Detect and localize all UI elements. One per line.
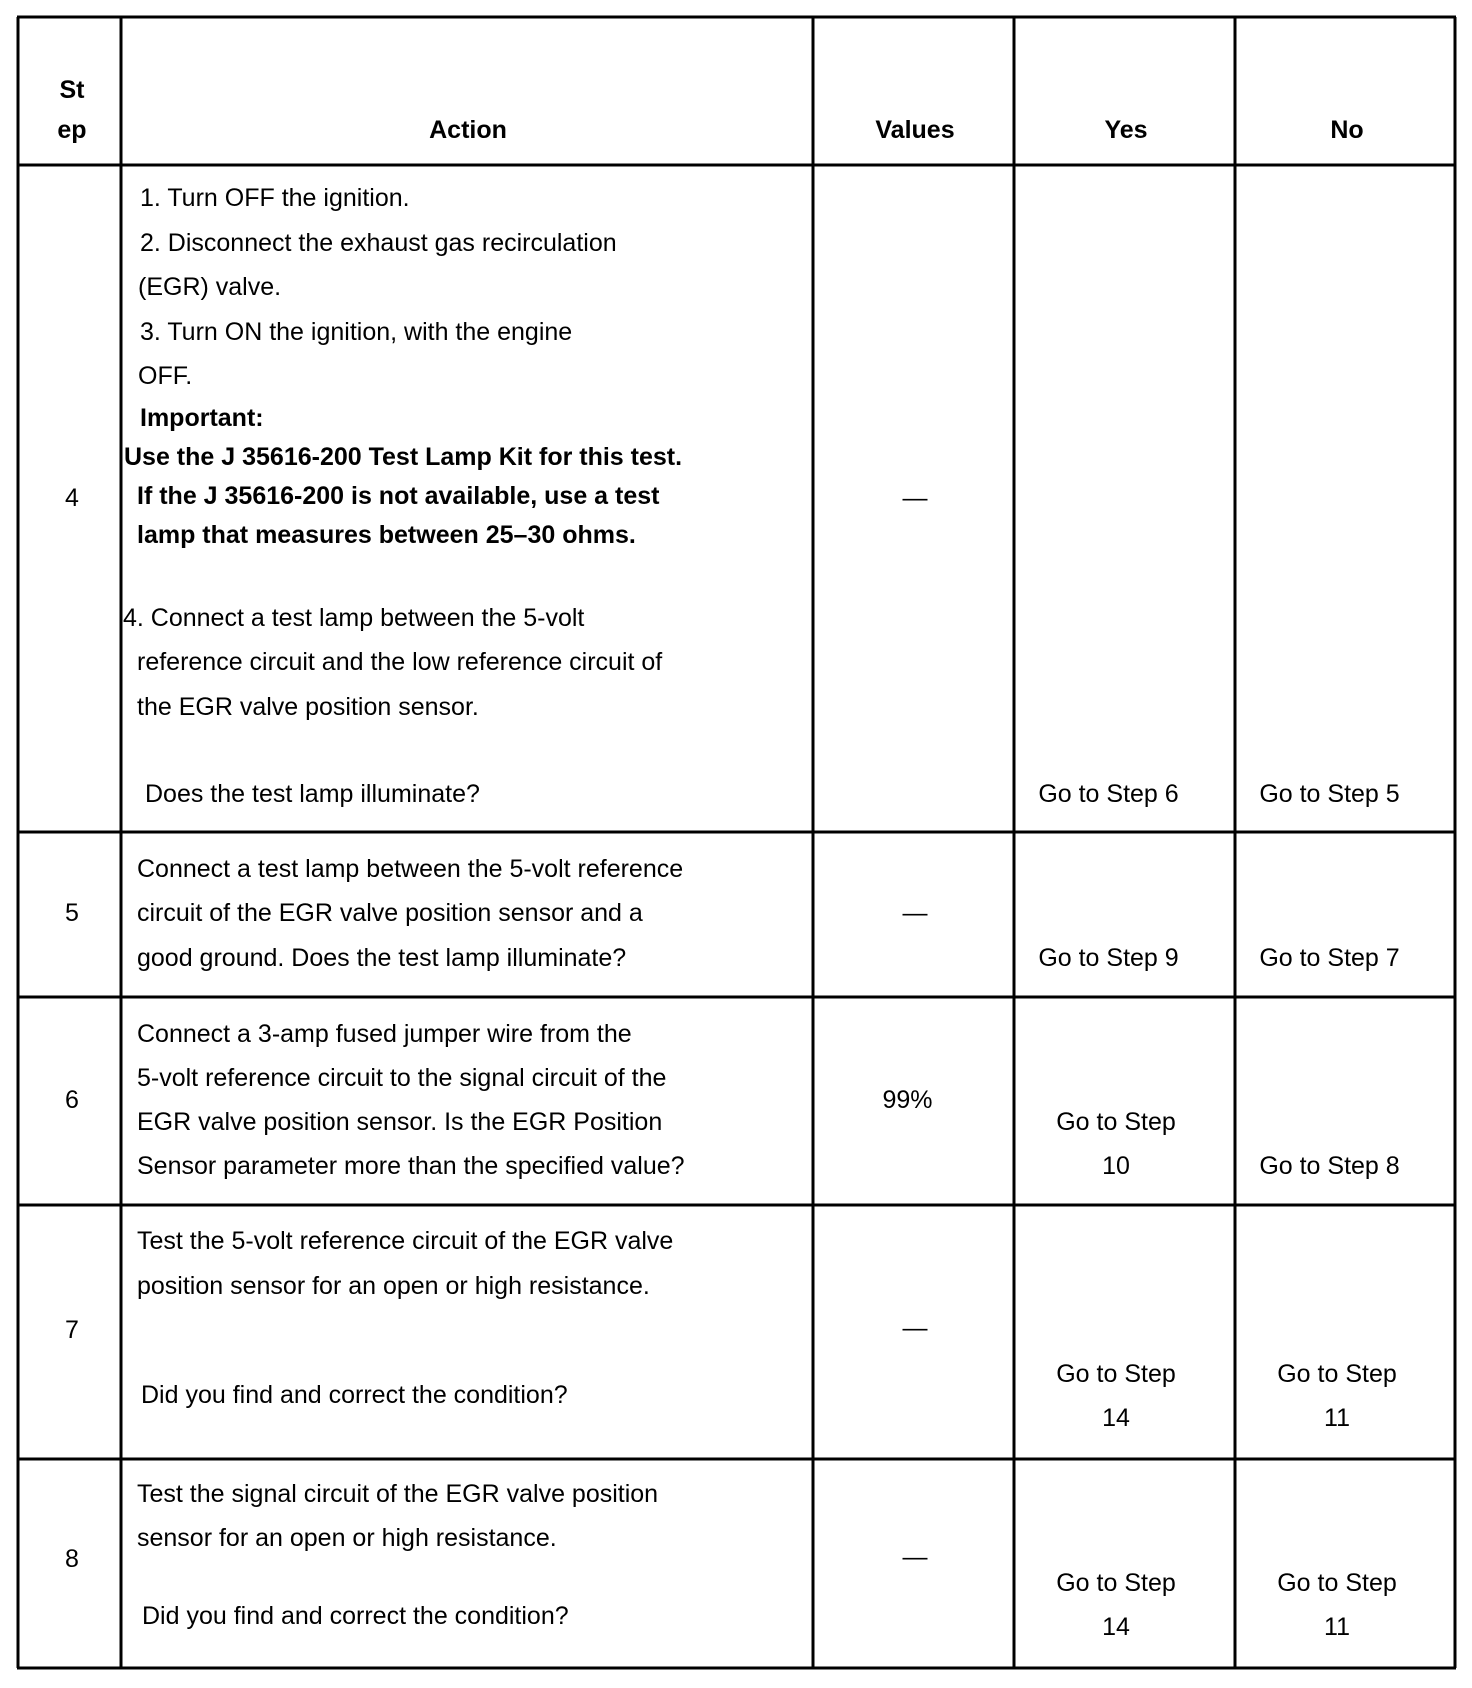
no-cell-line-1: Go to Step: [1277, 1569, 1397, 1597]
yes-cell-line-2: 14: [1102, 1613, 1130, 1641]
yes-cell: Go to Step 9: [1038, 944, 1179, 972]
action-question: Did you find and correct the condition?: [142, 1602, 569, 1630]
step-number: 5: [65, 899, 79, 927]
action-line: good ground. Does the test lamp illuminate?: [137, 944, 627, 972]
action-line: circuit of the EGR valve position sensor and a: [137, 899, 643, 927]
action-line: OFF.: [138, 362, 193, 390]
step-number: 6: [65, 1086, 79, 1114]
important-line: Use the J 35616-200 Test Lamp Kit for this test.: [124, 443, 683, 471]
yes-cell-line-1: Go to Step: [1056, 1360, 1176, 1388]
yes-cell-line-1: Go to Step: [1056, 1569, 1176, 1597]
no-cell-line-2: 11: [1324, 1613, 1350, 1641]
values-cell: —: [902, 1543, 928, 1571]
action-line: EGR valve position sensor. Is the EGR Position: [137, 1108, 663, 1136]
action-line: sensor for an open or high resistance.: [137, 1524, 557, 1552]
yes-cell-line-2: 14: [1102, 1404, 1130, 1432]
action-line: 1. Turn OFF the ignition.: [140, 184, 410, 212]
action-line: (EGR) valve.: [138, 273, 282, 301]
action-line: 4. Connect a test lamp between the 5-volt: [123, 604, 585, 632]
header-no: No: [1330, 116, 1364, 144]
step-number: 8: [65, 1545, 79, 1573]
no-cell: Go to Step 5: [1259, 780, 1400, 808]
action-line: 5-volt reference circuit to the signal circuit of the: [137, 1064, 667, 1092]
action-line: reference circuit and the low reference circuit of: [137, 648, 663, 676]
header-yes: Yes: [1104, 116, 1148, 144]
step-number: 4: [65, 484, 79, 512]
no-cell: Go to Step 7: [1259, 944, 1400, 972]
no-cell-line-2: 11: [1324, 1404, 1350, 1432]
important-label: Important:: [140, 404, 264, 432]
action-line: 3. Turn ON the ignition, with the engine: [140, 318, 573, 346]
header-step-line-2: ep: [57, 116, 87, 144]
action-line: Sensor parameter more than the specified value?: [137, 1152, 685, 1180]
action-line: Connect a test lamp between the 5-volt reference: [137, 855, 684, 883]
action-question: Did you find and correct the condition?: [141, 1381, 568, 1409]
action-line: Connect a 3-amp fused jumper wire from the: [137, 1020, 632, 1048]
yes-cell: Go to Step 6: [1038, 780, 1179, 808]
header-action: Action: [429, 116, 507, 144]
values-cell: 99%: [882, 1086, 933, 1114]
action-line: Test the 5-volt reference circuit of the EGR valve: [137, 1227, 674, 1255]
step-number: 7: [65, 1316, 79, 1344]
action-question: Does the test lamp illuminate?: [145, 780, 480, 808]
action-line: the EGR valve position sensor.: [137, 693, 479, 721]
yes-cell-line-2: 10: [1102, 1152, 1130, 1180]
action-line: 2. Disconnect the exhaust gas recirculation: [140, 229, 617, 257]
header-values: Values: [875, 116, 955, 144]
important-line: lamp that measures between 25–30 ohms.: [137, 521, 636, 549]
values-cell: —: [902, 1314, 928, 1342]
action-line: Test the signal circuit of the EGR valve position: [137, 1480, 659, 1508]
action-line: position sensor for an open or high resistance.: [137, 1272, 650, 1300]
header-step-line-1: St: [59, 76, 85, 104]
no-cell: Go to Step 8: [1259, 1152, 1400, 1180]
no-cell-line-1: Go to Step: [1277, 1360, 1397, 1388]
values-cell: —: [902, 899, 928, 927]
values-cell: —: [902, 484, 928, 512]
yes-cell-line-1: Go to Step: [1056, 1108, 1176, 1136]
important-line: If the J 35616-200 is not available, use a test: [137, 482, 660, 510]
